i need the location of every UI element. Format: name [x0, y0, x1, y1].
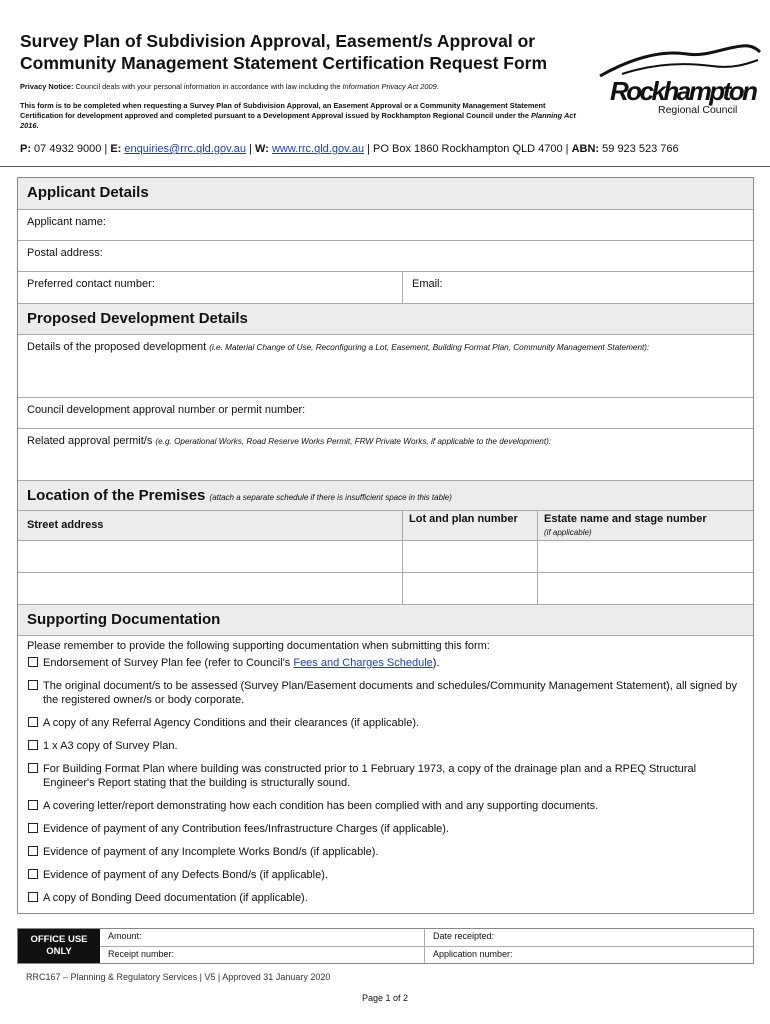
applicant-name-label: Applicant name:: [27, 216, 106, 228]
checkbox[interactable]: [28, 800, 38, 810]
contact-row: [18, 272, 753, 304]
item-text: A covering letter/report demonstrating how each condition has been complied with and any supporting documents.: [43, 800, 599, 812]
office-use-label-line: ONLY: [46, 946, 72, 957]
checkbox[interactable]: [28, 740, 38, 750]
postal-address-label: Postal address:: [27, 247, 103, 259]
logo-name: Rockhampton: [610, 76, 758, 106]
list-item: [18, 797, 753, 820]
office-use-box: [17, 928, 754, 964]
list-item: [18, 843, 753, 866]
instructions-end: .: [36, 121, 39, 130]
separator: |: [246, 143, 256, 155]
col-estate-label: Estate name and stage number: [544, 513, 707, 525]
checkbox[interactable]: [28, 680, 38, 690]
date-receipted-field[interactable]: Date receipted:: [433, 931, 495, 941]
table-row: [18, 541, 753, 573]
separator: |: [562, 143, 572, 155]
privacy-text: Council deals with your personal information in accordance with law including the: [73, 82, 343, 91]
col-estate-note: (if applicable): [544, 528, 592, 537]
contact-line: [20, 143, 765, 155]
list-item: [18, 866, 753, 889]
email-link[interactable]: enquiries@rrc.qld.gov.au: [124, 143, 247, 155]
form-title: Survey Plan of Subdivision Approval, Easement/s Approval or Community Management Statement Certification Request Form: [20, 31, 548, 73]
abn-label: ABN:: [571, 143, 600, 155]
col-lot-plan: Lot and plan number: [402, 511, 537, 540]
item-text: Evidence of payment of any Contribution fees/Infrastructure Charges (if applicable).: [43, 823, 449, 835]
checkbox[interactable]: [28, 657, 38, 667]
office-use-label-line: OFFICE USE: [30, 934, 88, 945]
location-heading-text: Location of the Premises: [27, 487, 206, 504]
checkbox[interactable]: [28, 823, 38, 833]
office-use-grid: [100, 929, 753, 963]
email-field[interactable]: [402, 272, 753, 303]
section-location-heading: [18, 481, 753, 511]
section-development-heading: Proposed Development Details: [18, 304, 753, 335]
estate-cell[interactable]: [537, 541, 753, 572]
item-text: Evidence of payment of any Defects Bond/s (if applicable).: [43, 869, 328, 881]
supporting-list: [18, 636, 753, 913]
development-details-note: (i.e. Material Change of Use, Reconfiguring a Lot, Easement, Building Format Plan, Community Management Statement):: [209, 343, 650, 352]
fees-schedule-link[interactable]: Fees and Charges Schedule: [293, 657, 433, 669]
form-instructions: [20, 101, 580, 131]
logo-subtitle: Regional Council: [658, 104, 738, 116]
item-text: 1 x A3 copy of Survey Plan.: [43, 740, 178, 752]
privacy-notice: [20, 82, 590, 92]
list-item: [18, 654, 753, 677]
item-text: A copy of Bonding Deed documentation (if applicable).: [43, 892, 308, 904]
item-text: For Building Format Plan where building was constructed prior to 1 February 1973, a copy of the drainage plan and a RPEQ Structural Engineer's Report stating that the building is structurally sound.: [43, 763, 697, 789]
amount-field[interactable]: Amount:: [100, 929, 425, 946]
checkbox[interactable]: [28, 717, 38, 727]
list-item: [18, 677, 753, 714]
list-item: [18, 714, 753, 737]
list-item: [18, 737, 753, 760]
privacy-act: Information Privacy Act 2009: [342, 82, 437, 91]
header-divider: [0, 166, 770, 167]
receipt-number-field[interactable]: Receipt number:: [100, 947, 425, 964]
item-text: A copy of any Referral Agency Conditions and their clearances (if applicable).: [43, 717, 420, 729]
item-text: Endorsement of Survey Plan fee (refer to Council's: [43, 657, 294, 669]
list-item: [18, 889, 753, 907]
applicant-name-field[interactable]: [18, 210, 753, 241]
related-permits-field[interactable]: [18, 429, 753, 481]
item-text: Evidence of payment of any Incomplete Works Bond/s (if applicable).: [43, 846, 379, 858]
street-address-cell[interactable]: [18, 541, 402, 572]
col-estate: [537, 511, 753, 540]
lot-plan-cell[interactable]: [402, 573, 537, 604]
council-logo: [592, 38, 762, 118]
col-street-address: Street address: [27, 519, 104, 531]
item-text: The original document/s to be assessed (Survey Plan/Easement documents and schedules/Community Management Statement), all signed by the registered owner/s or body corporate.: [43, 680, 737, 706]
page-number: Page 1 of 2: [361, 993, 409, 1003]
application-number-field[interactable]: Application number:: [433, 948, 513, 959]
request-form: [17, 177, 754, 914]
street-address-cell[interactable]: [18, 573, 402, 604]
related-permits-note: (e.g. Operational Works, Road Reserve Works Permit, FRW Private Works, if applicable to the development):: [155, 437, 552, 446]
contact-number-label: Preferred contact number:: [27, 278, 155, 290]
instructions-text: This form is to be completed when requesting a Survey Plan of Subdivision Approval, an Easement Approval or a Community Management Statement Certification for development approved and completed pursuant to a Development Approval issued by Rockhampton Regional Council under the: [20, 101, 546, 120]
checkbox[interactable]: [28, 869, 38, 879]
office-row: [100, 929, 753, 947]
phone-value: 07 4932 9000: [31, 143, 102, 155]
table-row: [18, 573, 753, 605]
item-text: ).: [432, 657, 440, 669]
separator: |: [364, 143, 374, 155]
list-item: [18, 820, 753, 843]
list-item: [18, 760, 753, 797]
email-label: E:: [110, 143, 122, 155]
section-supporting-heading: Supporting Documentation: [18, 605, 753, 636]
document-reference: RRC167 – Planning & Regulatory Services | V5 | Approved 31 January 2020: [26, 972, 331, 982]
web-label: W:: [255, 143, 269, 155]
instructions-act: Planning Act 2016: [20, 111, 576, 130]
development-details-label: Details of the proposed development: [27, 341, 210, 353]
office-use-label: [18, 929, 100, 963]
estate-cell[interactable]: [537, 573, 753, 604]
privacy-end: .: [436, 82, 439, 91]
po-box: PO Box 1860 Rockhampton QLD 4700: [373, 143, 563, 155]
abn-value: 59 923 523 766: [599, 143, 679, 155]
separator: |: [101, 143, 111, 155]
approval-number-field[interactable]: [18, 398, 753, 429]
section-applicant-heading: Applicant Details: [18, 178, 753, 210]
checkbox[interactable]: [28, 846, 38, 856]
related-permits-label: Related approval permit/s: [27, 435, 156, 447]
postal-address-field[interactable]: [18, 241, 753, 272]
approval-number-label: Council development approval number or permit number:: [27, 404, 306, 416]
office-row: [100, 947, 753, 964]
location-heading-note: (attach a separate schedule if there is insufficient space in this table): [209, 493, 452, 502]
development-details-field[interactable]: [18, 335, 753, 398]
location-table-header: [18, 511, 753, 541]
privacy-label: Privacy Notice:: [20, 82, 74, 91]
lot-plan-cell[interactable]: [402, 541, 537, 572]
email-field-label: Email:: [412, 278, 443, 290]
checkbox[interactable]: [28, 892, 38, 902]
website-link[interactable]: www.rrc.qld.gov.au: [271, 143, 365, 155]
supporting-intro: Please remember to provide the following supporting documentation when submitting this form:: [27, 640, 490, 652]
phone-label: P:: [20, 143, 31, 155]
checkbox[interactable]: [28, 763, 38, 773]
council-logo-graphic: [592, 38, 762, 118]
contact-number-field[interactable]: [18, 272, 402, 303]
